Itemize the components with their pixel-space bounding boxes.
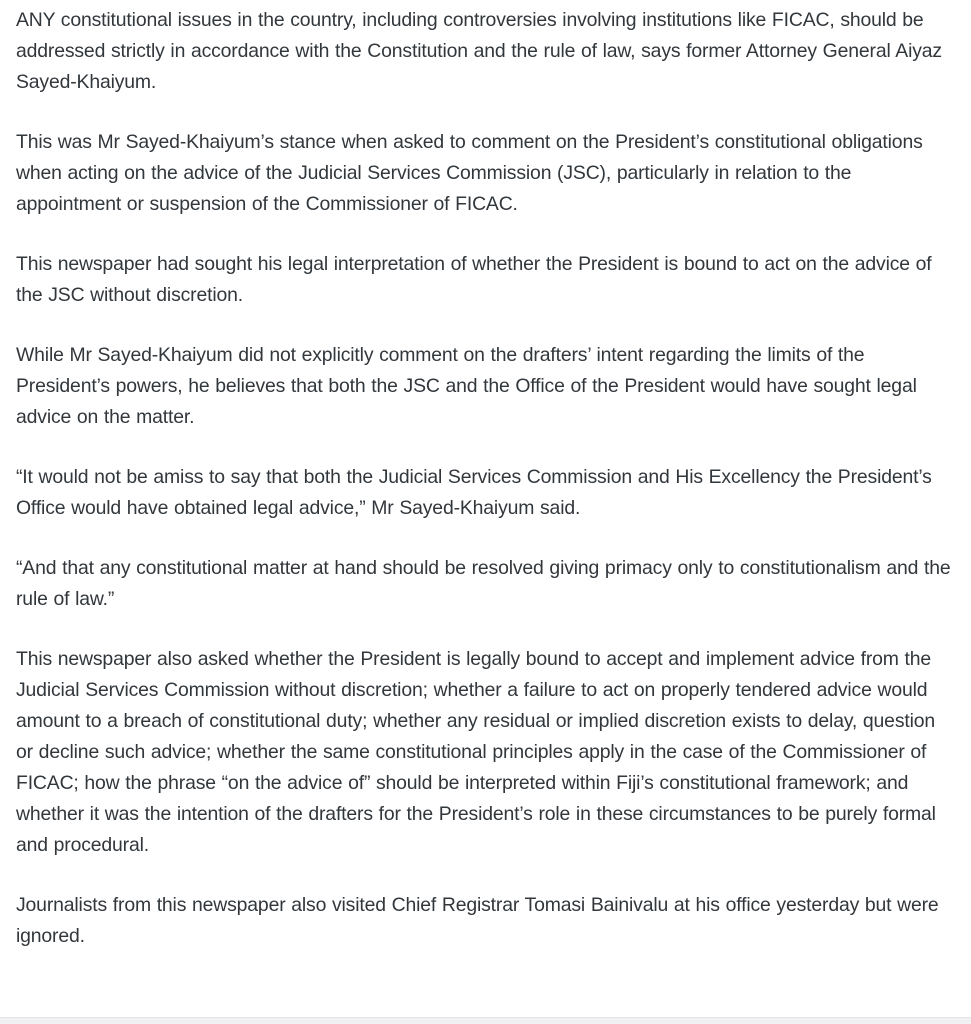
article-paragraph: While Mr Sayed-Khaiyum did not explicitly comment on the drafters’ intent regarding the limits of the President’s powers, he believes that both the JSC and the Office of the President would have sought legal advice on the matter. (16, 344, 917, 428)
article-paragraph: This newspaper also asked whether the President is legally bound to accept and implement advice from the Judicial Services Commission without discretion; whether a failure to act on properly tendered advice would amount to a breach of constitutional duty; whether any residual or implied discretion exists to delay, question or decline such advice; whether the same constitutional principles apply in the case of the Commissioner of FICAC; how the phrase “on the advice of” should be interpreted within Fiji’s constitutional framework; and whether it was the intention of the drafters for the President’s role in these circumstances to be purely formal and procedural. (16, 648, 936, 856)
article-paragraph: This newspaper had sought his legal interpretation of whether the President is bound to act on the advice of the JSC without discretion. (16, 253, 932, 306)
article-paragraph: ANY constitutional issues in the country, including controversies involving institutions like FICAC, should be addressed strictly in accordance with the Constitution and the rule of law, says former Attorney General Aiyaz Sayed-Khaiyum. (16, 9, 942, 93)
article-paragraph: Journalists from this newspaper also visited Chief Registrar Tomasi Bainivalu at his office yesterday but were ignored. (16, 894, 939, 947)
page-bottom-edge (0, 1017, 971, 1024)
article-paragraph: “And that any constitutional matter at hand should be resolved giving primacy only to constitutionalism and the rule of law.” (16, 557, 951, 610)
article-paragraph: “It would not be amiss to say that both the Judicial Services Commission and His Excellency the President’s Office would have obtained legal advice,” Mr Sayed-Khaiyum said. (16, 466, 932, 519)
article-paragraph: This was Mr Sayed-Khaiyum’s stance when asked to comment on the President’s constitutional obligations when acting on the advice of the Judicial Services Commission (JSC), particularly in relation to the appointment or suspension of the Commissioner of FICAC. (16, 131, 923, 215)
